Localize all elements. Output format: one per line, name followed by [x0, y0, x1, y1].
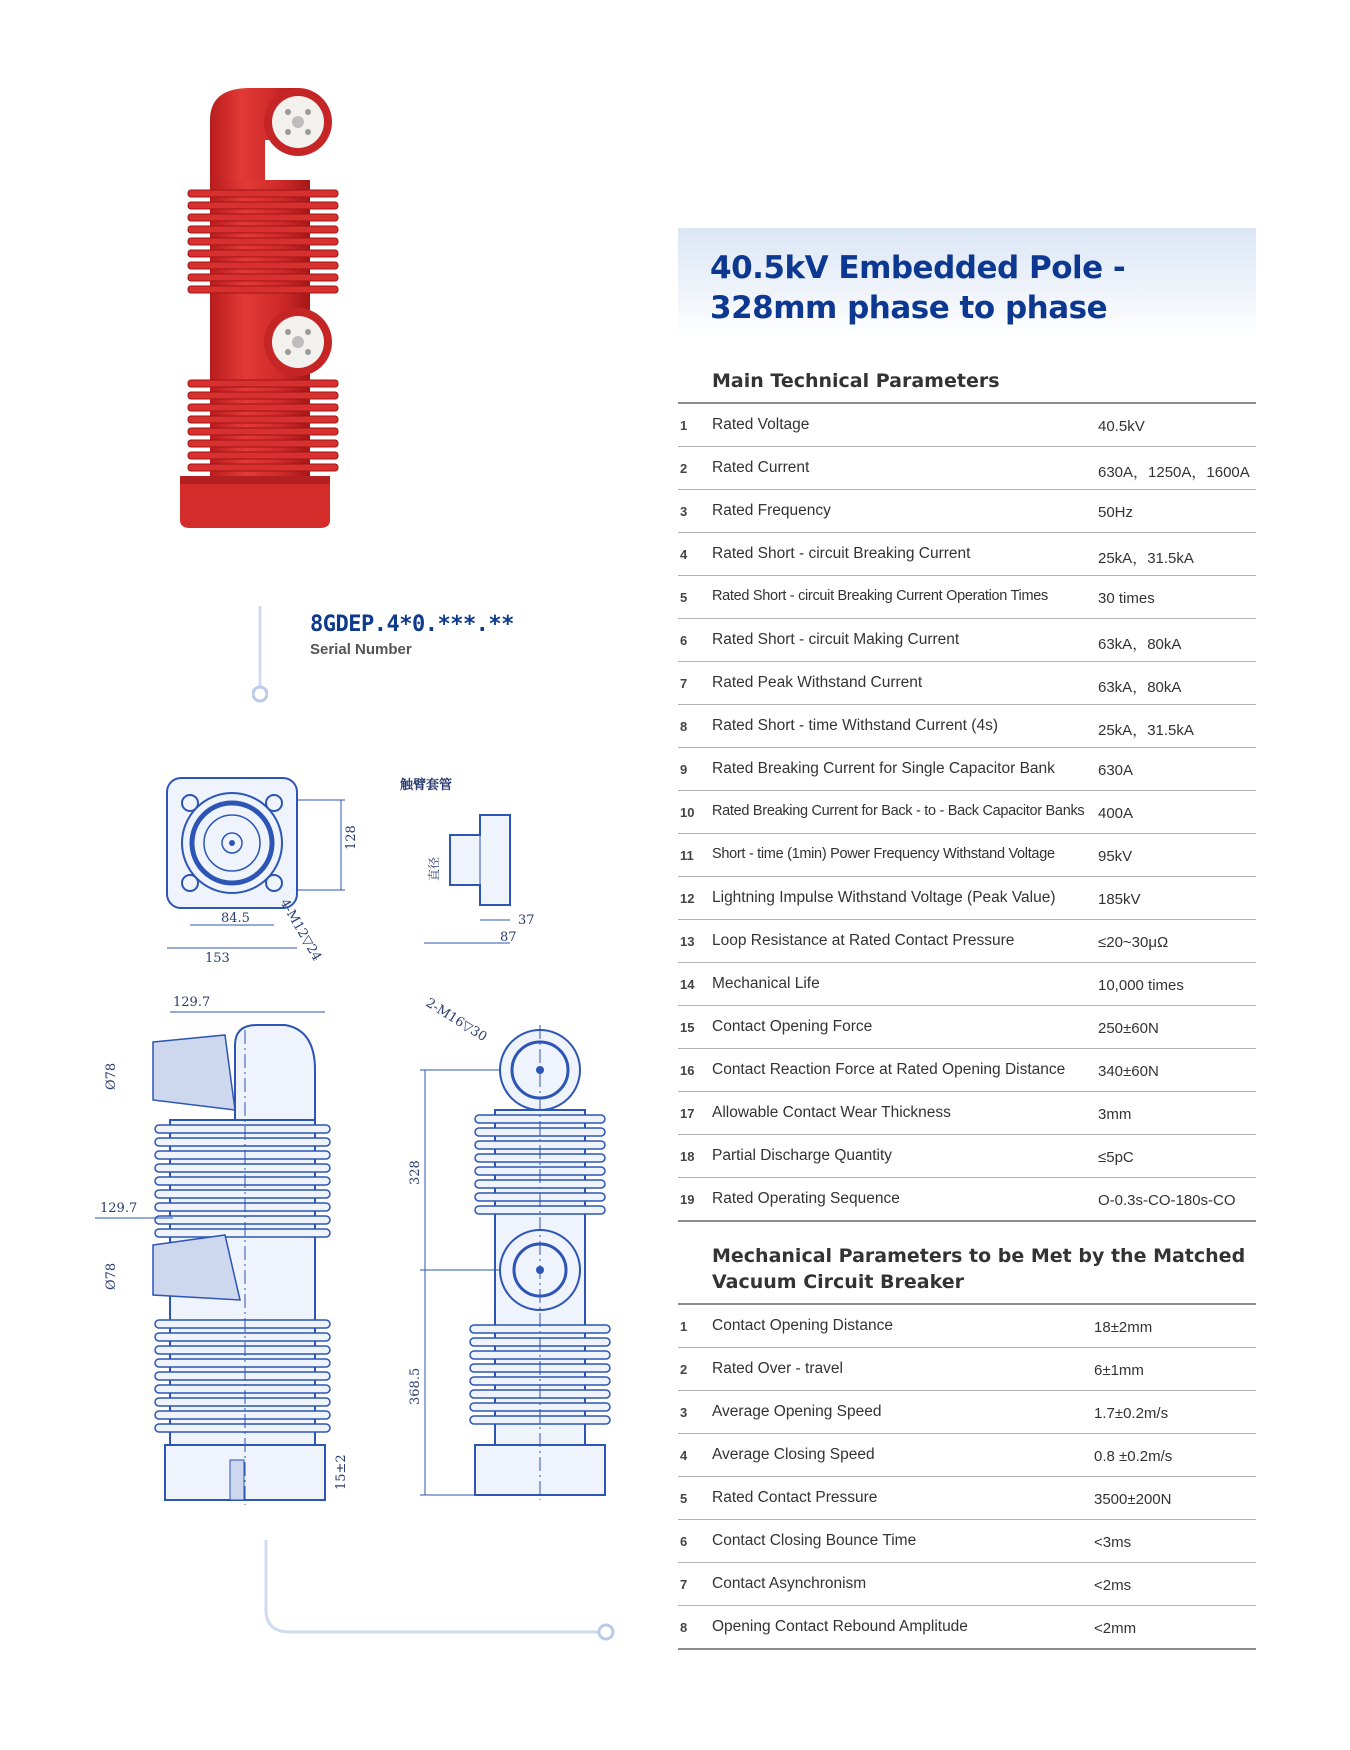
row-number: 12 — [680, 891, 695, 906]
table-row — [678, 834, 1256, 877]
parameter-name: Rated Short - time Withstand Current (4s) — [712, 717, 998, 734]
dim-phi78-mid: Ø78 — [104, 1262, 119, 1290]
parameter-name: Contact Closing Bounce Time — [712, 1532, 917, 1549]
mechanical-parameters-table — [678, 1243, 1256, 1650]
parameter-name: Rated Breaking Current for Back - to - Back Capacitor Banks — [712, 803, 1085, 819]
parameter-value: 630A，1250A，1600A — [1098, 464, 1250, 481]
row-number: 5 — [680, 1491, 688, 1506]
parameter-name: Rated Operating Sequence — [712, 1190, 900, 1207]
parameter-name: Contact Reaction Force at Rated Opening Distance — [712, 1061, 1066, 1078]
parameter-value: ≤20~30μΩ — [1098, 934, 1169, 951]
table-row — [678, 1092, 1256, 1135]
section-heading — [678, 1243, 1256, 1295]
parameter-value: 250±60N — [1098, 1020, 1159, 1037]
row-number: 18 — [680, 1149, 695, 1164]
parameter-name: Lightning Impulse Withstand Voltage (Peak Value) — [712, 889, 1056, 906]
diameter-label: 直径 — [427, 856, 441, 881]
table-row — [678, 1178, 1256, 1222]
parameter-value: 50Hz — [1098, 504, 1134, 521]
row-number: 19 — [680, 1192, 695, 1207]
table-row — [678, 1520, 1256, 1563]
front-view-drawing — [95, 990, 365, 1520]
parameter-name: Rated Current — [712, 459, 810, 476]
table-row — [678, 1348, 1256, 1391]
dim-phi78-top: Ø78 — [104, 1062, 119, 1090]
section-heading: Main Technical Parameters — [712, 370, 1000, 392]
dim-129-7-mid: 129.7 — [100, 1201, 138, 1216]
dim-2m16: 2-M16▽30 — [422, 995, 490, 1045]
parameter-value: 18±2mm — [1094, 1319, 1153, 1336]
row-number: 11 — [680, 848, 694, 863]
dim-15: 15±2 — [334, 1454, 349, 1490]
parameter-name: Rated Frequency — [712, 502, 831, 519]
parameter-value: 185kV — [1098, 891, 1141, 908]
bushing-drawing — [400, 775, 570, 955]
parameter-value: <2mm — [1094, 1620, 1137, 1637]
dim-128: 128 — [344, 825, 359, 850]
top-view-drawing — [145, 770, 375, 970]
parameter-value: 25kA，31.5kA — [1098, 550, 1194, 567]
parameter-name: Contact Opening Distance — [712, 1317, 893, 1334]
table-row — [678, 705, 1256, 748]
page-title-line1: 40.5kV Embedded Pole - — [710, 250, 1126, 286]
row-number: 8 — [680, 719, 688, 734]
parameter-name: Average Closing Speed — [712, 1446, 875, 1463]
parameter-value: 400A — [1098, 805, 1134, 822]
dim-129-7-top: 129.7 — [173, 995, 211, 1010]
table-row — [678, 1606, 1256, 1650]
parameter-value: <2ms — [1094, 1577, 1132, 1594]
side-view-drawing — [405, 985, 625, 1515]
parameter-value: 63kA，80kA — [1098, 679, 1182, 696]
parameter-value: 0.8 ±0.2m/s — [1094, 1448, 1173, 1465]
dim-368-5: 368.5 — [408, 1367, 423, 1405]
parameter-name: Short - time (1min) Power Frequency Withstand Voltage — [712, 846, 1055, 862]
row-number: 10 — [680, 805, 695, 820]
serial-number: 8GDEP.4*0.***.** — [310, 612, 514, 637]
parameter-name: Mechanical Life — [712, 975, 820, 992]
parameter-name: Rated Contact Pressure — [712, 1489, 878, 1506]
main-parameters-table — [678, 368, 1256, 1222]
connector-line — [250, 1540, 630, 1650]
row-number: 7 — [680, 676, 688, 691]
table-row — [678, 1305, 1256, 1348]
parameter-value: 63kA，80kA — [1098, 636, 1182, 653]
parameter-value: 30 times — [1098, 590, 1155, 607]
row-number: 14 — [680, 977, 695, 992]
parameter-name: Partial Discharge Quantity — [712, 1147, 893, 1164]
parameter-name: Rated Short - circuit Making Current — [712, 631, 960, 648]
page-title-line2: 328mm phase to phase — [710, 290, 1108, 326]
table-row — [678, 1434, 1256, 1477]
parameter-name: Rated Short - circuit Breaking Current — [712, 545, 971, 562]
row-number: 6 — [680, 1534, 688, 1549]
table-row — [678, 1049, 1256, 1092]
row-number: 6 — [680, 633, 688, 648]
parameter-name: Opening Contact Rebound Amplitude — [712, 1618, 968, 1635]
table-row — [678, 1477, 1256, 1520]
parameter-value: 1.7±0.2m/s — [1094, 1405, 1169, 1422]
row-number: 5 — [680, 590, 688, 605]
row-number: 17 — [680, 1106, 695, 1121]
section-heading-line2: Vacuum Circuit Breaker — [712, 1271, 964, 1293]
parameter-name: Contact Opening Force — [712, 1018, 873, 1035]
parameter-value: 40.5kV — [1098, 418, 1145, 435]
parameter-value: 6±1mm — [1094, 1362, 1144, 1379]
table-row — [678, 1135, 1256, 1178]
table-body — [678, 1305, 1256, 1650]
parameter-value: 340±60N — [1098, 1063, 1159, 1080]
parameter-value: 25kA，31.5kA — [1098, 722, 1194, 739]
table-row — [678, 662, 1256, 705]
table-row — [678, 619, 1256, 662]
product-photo — [170, 80, 390, 600]
parameter-name: Rated Breaking Current for Single Capacitor Bank — [712, 760, 1055, 777]
dim-87: 87 — [500, 930, 517, 945]
table-row — [678, 533, 1256, 576]
row-number: 1 — [680, 418, 688, 433]
table-row — [678, 576, 1256, 619]
row-number: 8 — [680, 1620, 688, 1635]
parameter-name: Allowable Contact Wear Thickness — [712, 1104, 951, 1121]
row-number: 2 — [680, 1362, 688, 1377]
dim-84-5: 84.5 — [221, 911, 250, 926]
serial-caption: Serial Number — [310, 641, 412, 658]
dim-153: 153 — [205, 951, 230, 966]
section-heading-line1: Mechanical Parameters to be Met by the Matched — [712, 1245, 1246, 1267]
parameter-name: Average Opening Speed — [712, 1403, 882, 1420]
table-row — [678, 1563, 1256, 1606]
parameter-value: <3ms — [1094, 1534, 1132, 1551]
row-number: 3 — [680, 1405, 688, 1420]
parameter-value: O-0.3s-CO-180s-CO — [1098, 1192, 1236, 1209]
table-row — [678, 920, 1256, 963]
row-number: 1 — [680, 1319, 688, 1334]
parameter-value: 10,000 times — [1098, 977, 1184, 994]
parameter-name: Rated Short - circuit Breaking Current Operation Times — [712, 588, 1048, 604]
parameter-value: 3500±200N — [1094, 1491, 1172, 1508]
table-row — [678, 1391, 1256, 1434]
parameter-name: Rated Over - travel — [712, 1360, 843, 1377]
serial-block — [310, 612, 514, 658]
row-number: 4 — [680, 547, 688, 562]
parameter-value: 630A — [1098, 762, 1134, 779]
row-number: 9 — [680, 762, 688, 777]
parameter-name: Rated Voltage — [712, 416, 810, 433]
parameter-name: Contact Asynchronism — [712, 1575, 867, 1592]
row-number: 13 — [680, 934, 695, 949]
table-row — [678, 404, 1256, 447]
table-row — [678, 791, 1256, 834]
table-row — [678, 447, 1256, 490]
row-number: 7 — [680, 1577, 688, 1592]
table-row — [678, 748, 1256, 791]
table-row — [678, 490, 1256, 533]
row-number: 15 — [680, 1020, 695, 1035]
dim-37: 37 — [518, 913, 535, 928]
title-banner — [678, 228, 1256, 338]
table-body — [678, 404, 1256, 1222]
table-row — [678, 877, 1256, 920]
connector-line — [252, 606, 268, 706]
parameter-value: ≤5pC — [1098, 1149, 1134, 1166]
dim-holes: 4-M12▽24 — [276, 896, 325, 964]
row-number: 3 — [680, 504, 688, 519]
table-row — [678, 1006, 1256, 1049]
parameter-value: 95kV — [1098, 848, 1133, 865]
row-number: 4 — [680, 1448, 688, 1463]
dim-328: 328 — [408, 1160, 423, 1185]
bushing-label: 触臂套管 — [400, 778, 453, 793]
table-row — [678, 963, 1256, 1006]
parameter-value: 3mm — [1098, 1106, 1132, 1123]
row-number: 16 — [680, 1063, 695, 1078]
parameter-name: Loop Resistance at Rated Contact Pressure — [712, 932, 1015, 949]
parameter-name: Rated Peak Withstand Current — [712, 674, 923, 691]
row-number: 2 — [680, 461, 688, 476]
